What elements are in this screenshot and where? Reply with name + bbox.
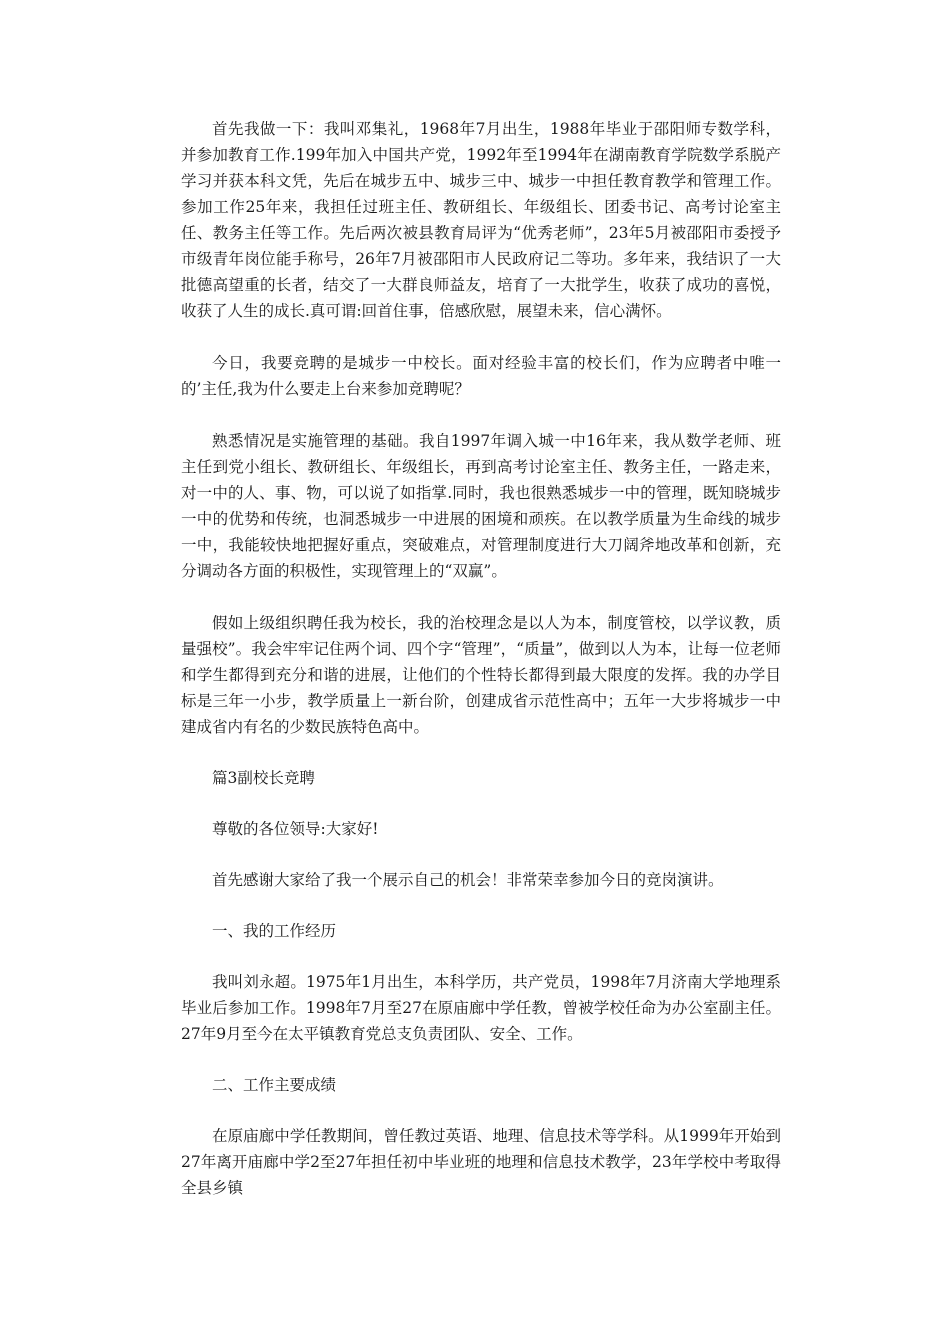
paragraph-familiarity: 熟悉情况是实施管理的基础。我自1997年调入城一中16年来，我从数学老师、班主任到党小组长、教研组长、年级组长，再到高考讨论室主任、教务主任，一路走来，对一中的人、事、物，可以说了如指掌.同时，我也很熟悉城步一中的管理，既知晓城步一中的优势和传统，也洞悉城步一中进展的困境和顽疾。在以教学质量为生命线的城步一中，我能较快地把握好重点，突破难点，对管理制度进行大刀阔斧地改革和创新，充分调动各方面的积极性，实现管理上的“双赢”。 <box>181 432 781 580</box>
paragraph-self-introduction: 首先我做一下：我叫邓集礼，1968年7月出生，1988年毕业于邵阳师专数学科，并参加教育工作.199年加入中国共产党，1992年至1994年在湖南教育学院数学系脱产学习并获本科文凭，先后在城步五中、城步三中、城步一中担任教育教学和管理工作。参加工作25年来，我担任过班主任、教研组长、年级组长、团委书记、高考讨论室主任、教务主任等工作。先后两次被县教育局评为“优秀老师”，23年5月被邵阳市委授予市级青年岗位能手称号，26年7月被邵阳市人民政府记二等功。多年来，我结识了一大批德高望重的长者，结交了一大群良师益友，培育了一大批学生，收获了成功的喜悦，收获了人生的成长.真可谓:回首住事，倍感欣慰，展望未来，信心满怀。 <box>181 120 781 320</box>
document-body <box>181 116 781 1201</box>
paragraph-school-philosophy: 假如上级组织聘任我为校长，我的治校理念是以人为本，制度管校，以学议教，质量强校”。我会牢牢记住两个词、四个字“管理”，“质量”，做到以人为本，让每一位老师和学生都得到充分和谐的进展，让他们的个性特长都得到最大限度的发挥。我的办学目标是三年一小步，教学质量上一新台阶，创建成省示范性高中；五年一大步将城步一中建成省内有名的少数民族特色高中。 <box>181 614 781 736</box>
paragraph-thanks: 首先感谢大家给了我一个展示自己的机会！非常荣幸参加今日的竞岗演讲。 <box>212 871 724 889</box>
heading-main-achievements: 二、工作主要成绩 <box>212 1076 337 1094</box>
heading-work-experience: 一、我的工作经历 <box>212 922 337 940</box>
paragraph-competition-target: 今日，我要竞聘的是城步一中校长。面对经验丰富的校长们，作为应聘者中唯一的’主任,我为什么要走上台来参加竞聘呢？ <box>181 354 781 398</box>
paragraph-achievements: 在原庙廊中学任教期间，曾任教过英语、地理、信息技术等学科。从1999年开始到27年离开庙廊中学2至27年担任初中毕业班的地理和信息技术教学，23年学校中考取得全县乡镇 <box>181 1127 781 1197</box>
paragraph-work-experience: 我叫刘永超。1975年1月出生，本科学历，共产党员，1998年7月济南大学地理系毕业后参加工作。1998年7月至27在原庙廊中学任教，曾被学校任命为办公室副主任。27年9月至今在太平镇教育党总支负责团队、安全、工作。 <box>181 973 781 1043</box>
section-heading-article-3: 篇3副校长竞聘 <box>212 769 315 787</box>
paragraph-greeting: 尊敬的各位领导:大家好! <box>212 820 379 838</box>
